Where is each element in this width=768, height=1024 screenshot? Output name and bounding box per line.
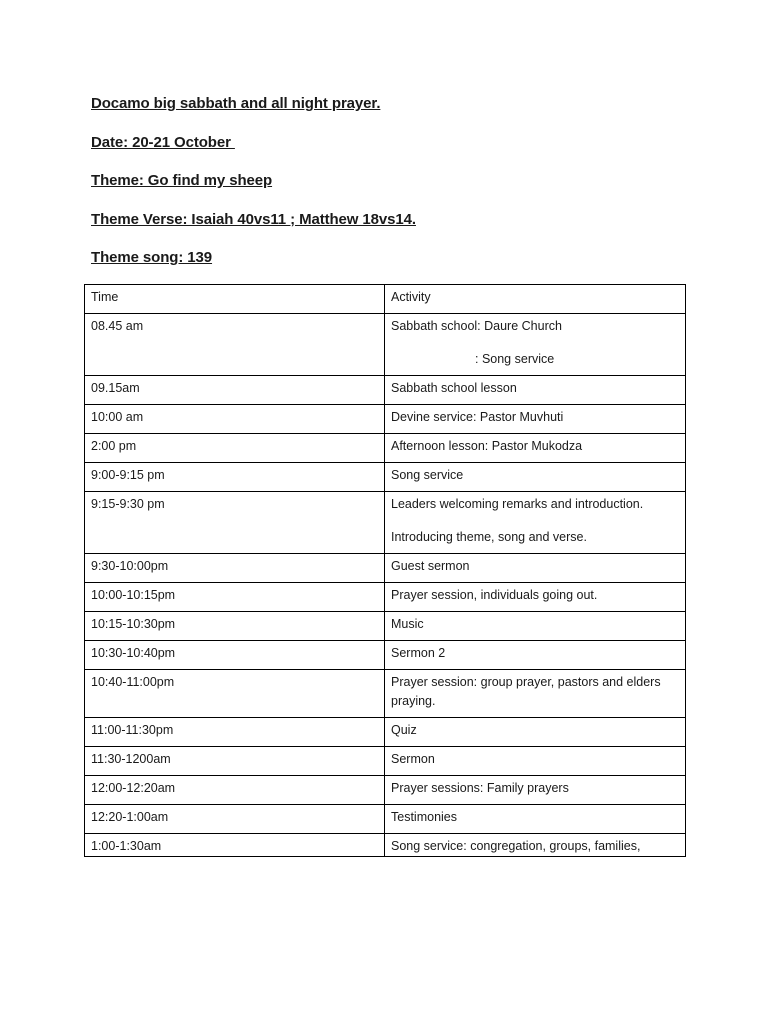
activity-cell (385, 670, 686, 718)
time-cell: 08.45 am (85, 314, 385, 376)
table-row (85, 583, 686, 612)
activity-cell (385, 583, 686, 612)
activity-cell (385, 434, 686, 463)
activity-line: Prayer session: group prayer, pastors and elders praying. (391, 675, 661, 708)
activity-line: Sermon 2 (391, 646, 446, 660)
activity-cell (385, 641, 686, 670)
table-row (85, 405, 686, 434)
activity-cell (385, 805, 686, 834)
table-row (85, 463, 686, 492)
time-cell: 10:40-11:00pm (85, 670, 385, 718)
activity-cell (385, 492, 686, 554)
activity-cell (385, 405, 686, 434)
activity-line: Sabbath school lesson (391, 381, 517, 395)
time-cell: 12:20-1:00am (85, 805, 385, 834)
time-cell: 10:30-10:40pm (85, 641, 385, 670)
time-cell: 2:00 pm (85, 434, 385, 463)
time-cell: 9:30-10:00pm (85, 554, 385, 583)
table-row (85, 492, 686, 554)
document-title: Docamo big sabbath and all night prayer. (91, 95, 381, 112)
activity-cell (385, 718, 686, 747)
table-row (85, 376, 686, 405)
theme-song: Theme song: 139 (91, 249, 213, 266)
activity-line: Guest sermon (391, 559, 470, 573)
activity-cell (385, 834, 686, 857)
table-row (85, 776, 686, 805)
activity-cell (385, 376, 686, 405)
time-cell: 1:00-1:30am (85, 834, 385, 857)
table-row (85, 670, 686, 718)
activity-line: Song service: congregation, groups, families, (391, 839, 641, 853)
table-header-row (85, 285, 686, 314)
table-row (85, 718, 686, 747)
table-row (85, 554, 686, 583)
event-date: Date: 20-21 October (91, 134, 235, 151)
activity-line: Prayer session, individuals going out. (391, 588, 598, 602)
activity-cell (385, 776, 686, 805)
activity-cell (385, 554, 686, 583)
time-cell: 11:30-1200am (85, 747, 385, 776)
time-cell: 9:15-9:30 pm (85, 492, 385, 554)
activity-line: Music (391, 617, 424, 631)
time-cell: 10:00 am (85, 405, 385, 434)
activity-line: Prayer sessions: Family prayers (391, 781, 569, 795)
activity-line: Devine service: Pastor Muvhuti (391, 410, 564, 424)
activity-line: Sabbath school: Daure Church (391, 319, 562, 333)
activity-line: Song service (391, 468, 464, 482)
activity-cell (385, 612, 686, 641)
activity-line: Quiz (391, 723, 417, 737)
activity-line: Introducing theme, song and verse. (391, 530, 587, 544)
column-header-activity: Activity (385, 285, 686, 314)
activity-line: : Song service (475, 352, 555, 366)
table-row (85, 641, 686, 670)
table-row (85, 612, 686, 641)
activity-line: Afternoon lesson: Pastor Mukodza (391, 439, 583, 453)
time-cell: 9:00-9:15 pm (85, 463, 385, 492)
time-cell: 09.15am (85, 376, 385, 405)
table-row (85, 434, 686, 463)
time-cell: 11:00-11:30pm (85, 718, 385, 747)
activity-cell (385, 747, 686, 776)
event-theme: Theme: Go find my sheep (91, 172, 273, 189)
table-row (85, 834, 686, 857)
activity-line: Sermon (391, 752, 435, 766)
activity-line: Testimonies (391, 810, 457, 824)
schedule-table (84, 284, 686, 857)
theme-verse: Theme Verse: Isaiah 40vs11 ; Matthew 18vs14. (91, 211, 416, 228)
time-cell: 10:15-10:30pm (85, 612, 385, 641)
time-cell: 12:00-12:20am (85, 776, 385, 805)
activity-cell (385, 314, 686, 376)
table-row (85, 805, 686, 834)
table-row (85, 747, 686, 776)
column-header-time: Time (85, 285, 385, 314)
table-row (85, 314, 686, 376)
activity-cell (385, 463, 686, 492)
activity-line: Leaders welcoming remarks and introduction. (391, 497, 644, 511)
time-cell: 10:00-10:15pm (85, 583, 385, 612)
